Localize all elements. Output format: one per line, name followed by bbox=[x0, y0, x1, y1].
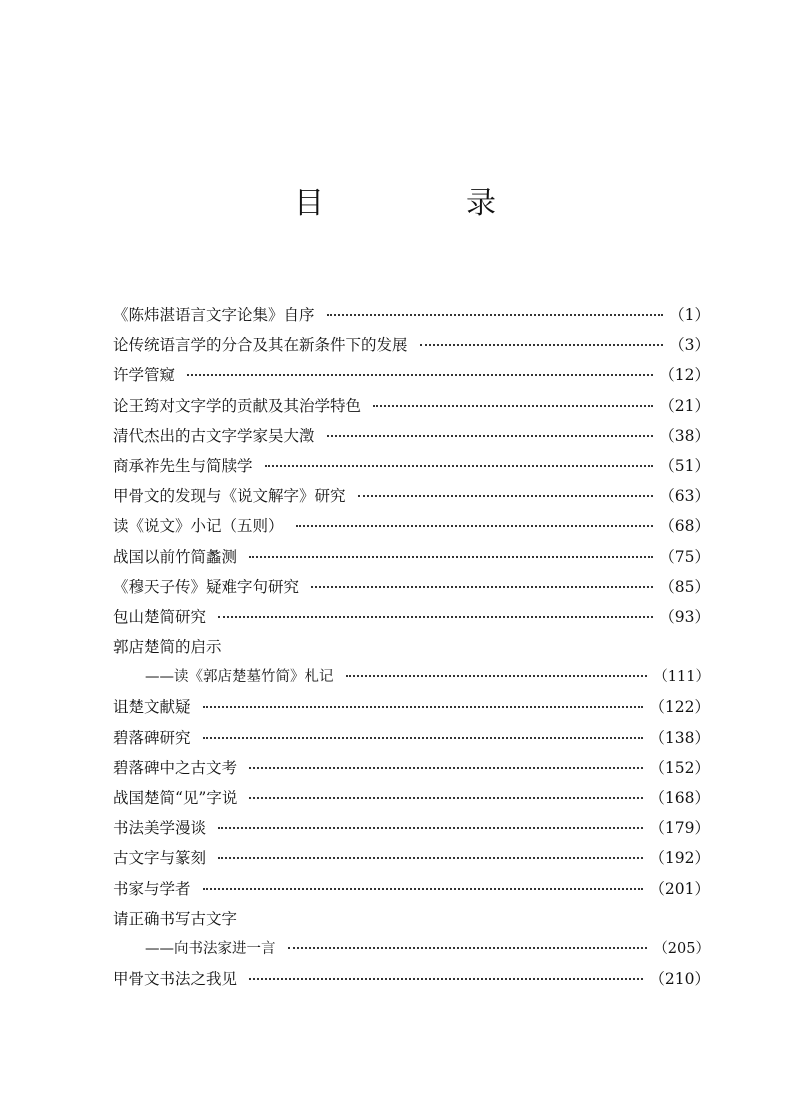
toc-entry[interactable] bbox=[113, 363, 710, 393]
toc-entry-title: 清代杰出的古文字学家吴大澂 bbox=[113, 426, 315, 445]
toc-entry-subtitle[interactable] bbox=[113, 665, 710, 695]
toc-entry[interactable] bbox=[113, 575, 710, 605]
toc-entry-title: 碧落碑中之古文考 bbox=[113, 758, 238, 777]
toc-entry-title: 碧落碑研究 bbox=[113, 728, 191, 747]
dot-leader bbox=[187, 374, 653, 376]
toc-entry[interactable] bbox=[113, 333, 710, 363]
toc-entry[interactable] bbox=[113, 816, 710, 846]
toc-entry-title: 甲骨文书法之我见 bbox=[113, 970, 238, 989]
dot-leader bbox=[327, 314, 664, 316]
page-title: 目 录 bbox=[294, 186, 552, 221]
toc-entry[interactable] bbox=[113, 967, 710, 997]
toc-entry-page: （63） bbox=[659, 487, 710, 506]
toc-entry[interactable] bbox=[113, 635, 710, 665]
toc-entry-title: 请正确书写古文字 bbox=[113, 909, 238, 928]
toc-entry-subtitle[interactable] bbox=[113, 937, 710, 967]
toc-entry-title: 读《说文》小记（五则） bbox=[113, 517, 284, 536]
toc-entry[interactable] bbox=[113, 545, 710, 575]
toc-entry-page: （12） bbox=[659, 366, 710, 385]
dot-leader bbox=[218, 616, 653, 618]
toc-entry-page: （3） bbox=[669, 336, 710, 355]
toc-entry[interactable] bbox=[113, 394, 710, 424]
dot-leader bbox=[203, 706, 644, 708]
toc-entry-page: （210） bbox=[649, 970, 710, 989]
toc-entry-page: （1） bbox=[669, 306, 710, 324]
dot-leader bbox=[218, 827, 643, 829]
toc-entry-page: （205） bbox=[653, 940, 710, 957]
toc-entry-page: （93） bbox=[659, 607, 710, 626]
toc-entry-page: （201） bbox=[649, 879, 710, 898]
dot-leader bbox=[311, 586, 653, 588]
dot-leader bbox=[249, 556, 653, 558]
toc-entry-page: （85） bbox=[659, 577, 710, 596]
toc-entry-title: 论王筠对文字学的贡献及其治学特色 bbox=[113, 396, 362, 415]
toc-entry-page: （75） bbox=[659, 547, 710, 566]
toc-entry-page: （38） bbox=[659, 426, 710, 445]
toc-entry-page: （111） bbox=[653, 669, 710, 686]
toc-entry-page: （152） bbox=[649, 758, 710, 777]
toc-entry[interactable] bbox=[113, 907, 710, 937]
dot-leader bbox=[265, 465, 654, 467]
toc-entry-title: 书法美学漫谈 bbox=[113, 819, 207, 838]
toc-entry-title: 许学管窥 bbox=[113, 366, 176, 385]
toc-entry[interactable] bbox=[113, 846, 710, 876]
toc-entry-title: 包山楚简研究 bbox=[113, 607, 207, 626]
dot-leader bbox=[249, 797, 643, 799]
toc-entry-title: 商承祚先生与简牍学 bbox=[113, 456, 253, 475]
toc-entry-title: 战国以前竹简蠡测 bbox=[113, 547, 238, 566]
toc-entry-title: 甲骨文的发现与《说文解字》研究 bbox=[113, 487, 346, 506]
dot-leader bbox=[296, 525, 654, 527]
toc-entry-title: 《穆天子传》疑难字句研究 bbox=[113, 577, 300, 596]
toc-entry-page: （179） bbox=[649, 819, 710, 838]
toc-entry-title: 论传统语言学的分合及其在新条件下的发展 bbox=[113, 336, 408, 355]
dot-leader bbox=[346, 675, 648, 677]
toc-entry[interactable] bbox=[113, 514, 710, 544]
toc-entry-page: （138） bbox=[649, 728, 710, 747]
toc-entry[interactable] bbox=[113, 484, 710, 514]
toc-entry-page: （192） bbox=[649, 849, 710, 868]
toc-entry-title: 战国楚简“见”字说 bbox=[113, 789, 238, 807]
dot-leader bbox=[218, 857, 643, 859]
toc-entry-page: （168） bbox=[649, 789, 710, 807]
toc-entry-page: （21） bbox=[659, 396, 710, 415]
dot-leader bbox=[373, 405, 653, 407]
toc-entry-title: 《陈炜湛语言文字论集》自序 bbox=[113, 306, 315, 324]
toc-entry-title: 郭店楚简的启示 bbox=[113, 638, 222, 657]
dot-leader bbox=[203, 888, 644, 890]
toc-entry[interactable] bbox=[113, 877, 710, 907]
dot-leader bbox=[420, 344, 664, 346]
toc-entry[interactable] bbox=[113, 605, 710, 635]
dot-leader bbox=[358, 495, 654, 497]
dot-leader bbox=[249, 767, 643, 769]
toc-entry-title: ——向书法家进一言 bbox=[145, 940, 276, 957]
toc-entry[interactable] bbox=[113, 303, 710, 333]
toc-entry[interactable] bbox=[113, 726, 710, 756]
toc-entry-title: 古文字与篆刻 bbox=[113, 849, 207, 868]
table-of-contents bbox=[113, 303, 710, 997]
dot-leader bbox=[249, 978, 643, 980]
toc-entry[interactable] bbox=[113, 454, 710, 484]
toc-entry-page: （51） bbox=[659, 456, 710, 475]
toc-entry-page: （122） bbox=[649, 698, 710, 717]
toc-entry-title: 书家与学者 bbox=[113, 879, 191, 898]
toc-entry[interactable] bbox=[113, 786, 710, 816]
dot-leader bbox=[288, 947, 648, 949]
toc-entry[interactable] bbox=[113, 424, 710, 454]
toc-entry-title: ——读《郭店楚墓竹简》札记 bbox=[145, 669, 334, 686]
dot-leader bbox=[203, 737, 644, 739]
toc-entry[interactable] bbox=[113, 756, 710, 786]
toc-entry-page: （68） bbox=[659, 517, 710, 536]
toc-entry-title: 诅楚文献疑 bbox=[113, 698, 191, 717]
dot-leader bbox=[327, 435, 654, 437]
toc-entry[interactable] bbox=[113, 695, 710, 725]
